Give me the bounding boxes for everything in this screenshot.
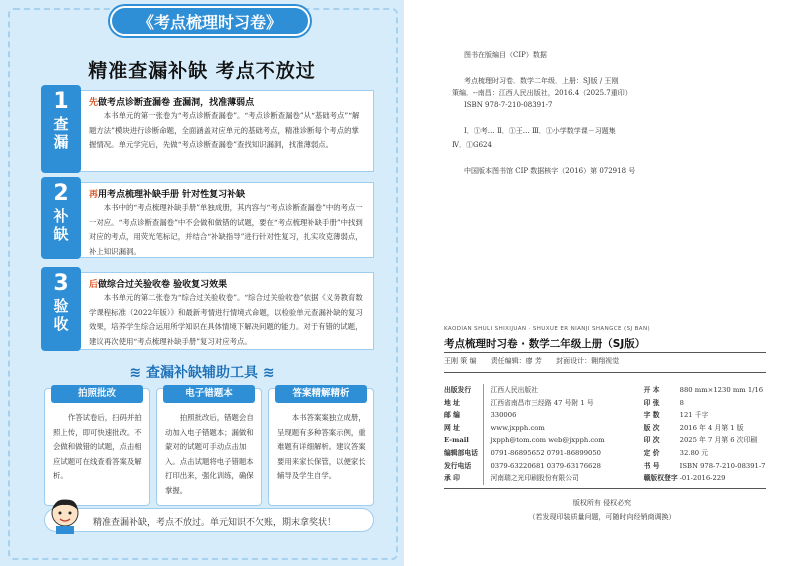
pub-field-value: 32.80 元 bbox=[679, 448, 709, 457]
pub-field-value: ISBN 978-7-210-08391-7 bbox=[679, 461, 766, 470]
pub-field-label: 赣版权登字 bbox=[643, 474, 678, 483]
step-char: 验 bbox=[53, 297, 69, 315]
step-number: 1 bbox=[53, 89, 69, 114]
step-badge-3 bbox=[41, 267, 81, 351]
book-title-pinyin: KAODIAN SHULI SHIXIJUAN · SHUXUE ER NIANJI SHANGCE (SJ BAN) bbox=[444, 326, 651, 332]
pub-field-value: 121 千字 bbox=[679, 411, 709, 420]
step-heading: 再用考点梳理补缺手册 针对性复习补缺 bbox=[89, 190, 246, 200]
pub-field-label: 地 址 bbox=[444, 398, 460, 407]
cip-classification: Ⅳ．①G624 bbox=[452, 141, 492, 149]
credit-cover-design: 封面设计：翱翔视觉 bbox=[556, 357, 620, 365]
copyright-notice: 版权所有 侵权必究 bbox=[572, 499, 632, 507]
cip-record-number: 中国版本图书馆 CIP 数据核字（2016）第 072918 号 bbox=[464, 167, 636, 175]
pub-field-label: 编辑部电话 bbox=[444, 448, 478, 457]
pub-field-label: 出版发行 bbox=[444, 386, 472, 394]
pub-field-label: 开 本 bbox=[643, 386, 660, 394]
pub-field-value: -01-2016-229 bbox=[679, 474, 726, 483]
step-char: 缺 bbox=[53, 225, 69, 243]
step-card-2 bbox=[42, 182, 374, 258]
divider bbox=[444, 488, 766, 489]
tool-card-error-notebook bbox=[156, 388, 262, 506]
series-banner: 《考点梳理时习卷》 bbox=[110, 6, 310, 36]
tool-title: 拍照批改 bbox=[51, 385, 143, 403]
mascot-boy-icon bbox=[48, 496, 82, 534]
publication-row bbox=[444, 460, 766, 473]
step-card-1 bbox=[42, 90, 374, 172]
publication-row bbox=[444, 397, 766, 410]
credit-editor: 王刚 策 编 bbox=[444, 357, 477, 365]
pub-field-value: 330006 bbox=[484, 409, 644, 422]
publication-row bbox=[444, 422, 766, 435]
step-body: 本书单元的第一张卷为“考点诊断查漏卷”。“考点诊断查漏卷”从“基础考点”“解题方法”模块进行诊断命题，全面涵盖对应单元的基础考点，精准诊断每个考点的掌握情况。单元学完后，先做“考点诊断查漏卷”查找知识漏洞，找准薄弱点。 bbox=[89, 111, 360, 149]
step-char: 收 bbox=[53, 315, 69, 333]
step-number: 2 bbox=[53, 181, 69, 206]
quality-notice: （若发现印装质量问题，可随时向经销商调换） bbox=[528, 513, 676, 521]
cip-heading: 图书在版编目（CIP）数据 bbox=[464, 51, 547, 59]
footer-slogan: 精准查漏补缺，考点不放过。单元知识不欠账，期末拿奖状！ bbox=[93, 518, 337, 528]
pub-field-label: 字 数 bbox=[643, 411, 660, 420]
step-heading: 后做综合过关验收卷 验收复习效果 bbox=[89, 280, 228, 290]
cip-classification: Ⅰ．①考… Ⅱ．①王… Ⅲ．①小学数学课－习题集 bbox=[464, 127, 616, 135]
step-body: 本书中的“考点梳理补缺手册”单独成册，其内容与“考点诊断查漏卷”中的考点一一对应。“考点诊断查漏卷”中不会做和做错的试题，要在“考点梳理补缺手册”中找到对应的考点，用荧光笔标记，并结合“补缺指导”进行针对性复习，扎实攻克薄弱点，补上知识漏洞。 bbox=[89, 203, 363, 256]
pub-field-label: 书 号 bbox=[643, 461, 660, 470]
pub-field-label: 网 址 bbox=[444, 423, 460, 432]
right-page bbox=[404, 0, 800, 566]
pub-field-value: jxpph@tom.com web@jxpph.com bbox=[484, 434, 644, 447]
book-title: 考点梳理时习卷 · 数学二年级上册（SJ版） bbox=[444, 338, 646, 350]
pub-field-value: 8 bbox=[679, 398, 684, 407]
pub-field-label: 邮 编 bbox=[444, 411, 460, 420]
publication-row bbox=[444, 384, 766, 397]
pub-field-value: 2016 年 4 月第 1 版 bbox=[679, 423, 744, 432]
pub-field-value: 河南瑞之光印刷股份有限公司 bbox=[484, 472, 644, 485]
tool-body: 拍照批改后，错题会自动加入电子错题本；漏做和蒙对的试题可手动点击加入。点击试题将电子错题本打印出来，强化训练，确保掌握。 bbox=[165, 413, 254, 495]
pub-field-value: www.jxpph.com bbox=[484, 422, 644, 435]
publication-row bbox=[444, 447, 766, 460]
step-char: 查 bbox=[53, 115, 69, 133]
step-heading: 先做考点诊断查漏卷 查漏洞，找准薄弱点 bbox=[89, 98, 255, 108]
publication-info-table bbox=[444, 384, 766, 485]
cip-line: 考点梳理时习卷．数学二年级．上册：SJ版 / 王刚 bbox=[464, 77, 619, 85]
divider bbox=[444, 372, 766, 373]
pub-field-label: 印 张 bbox=[643, 398, 660, 407]
step-card-3 bbox=[42, 272, 374, 350]
pub-field-value: 2025 年 7 月第 6 次印刷 bbox=[679, 436, 758, 445]
pub-field-label: 版 次 bbox=[643, 423, 660, 432]
footer-slogan-strip bbox=[44, 508, 374, 532]
tool-body: 本书答案案独立成册，呈现题有多种答案示例，重难题有详细解析。建议答案要用来家长保管，以便家长辅导及学生自学。 bbox=[277, 413, 366, 480]
divider bbox=[444, 352, 766, 353]
main-title: 精准查漏补缺 考点不放过 bbox=[88, 60, 316, 82]
tool-title: 电子错题本 bbox=[163, 385, 255, 403]
tool-body: 作答试卷后，扫码并拍照上传，即可快速批改。不会做和做错的试题，点击相应试题可在线查看答案及解析。 bbox=[53, 413, 142, 480]
pub-field-label: 定 价 bbox=[643, 448, 660, 457]
pub-field-value: 880 mm×1230 mm 1/16 bbox=[679, 386, 764, 394]
tool-title: 答案精解精析 bbox=[275, 385, 367, 403]
pub-field-value: 江西人民出版社 bbox=[484, 384, 644, 397]
tools-title: ≋ 查漏补缺辅助工具 ≋ bbox=[129, 365, 275, 381]
tool-card-answer-analysis bbox=[268, 388, 374, 506]
pub-field-label: 承 印 bbox=[444, 474, 460, 483]
step-char: 漏 bbox=[53, 133, 69, 151]
pub-field-value: 0791-86895652 0791-86899050 bbox=[484, 447, 644, 460]
publication-row bbox=[444, 409, 766, 422]
cip-line: 策编．--南昌：江西人民出版社，2016.4（2025.7重印） bbox=[452, 89, 632, 97]
pub-field-value: 0379-63220681 0379-63176628 bbox=[484, 460, 644, 473]
step-badge-2 bbox=[41, 177, 81, 259]
pub-field-label: 印 次 bbox=[643, 436, 660, 445]
cip-isbn: ISBN 978-7-210-08391-7 bbox=[464, 101, 553, 109]
publication-row bbox=[444, 434, 766, 447]
credit-responsible-editor: 责任编辑：廖 芳 bbox=[490, 357, 542, 365]
credits bbox=[444, 356, 631, 366]
step-number: 3 bbox=[53, 271, 69, 296]
publication-row bbox=[444, 472, 766, 485]
pub-field-label: 发行电话 bbox=[444, 461, 472, 470]
step-badge-1 bbox=[41, 85, 81, 173]
tool-card-photo-grading bbox=[44, 388, 150, 506]
pub-field-label: E-mail bbox=[444, 436, 469, 445]
step-body: 本书单元的第二张卷为“综合过关验收卷”。“综合过关验收卷”依据《义务教育数学课程标准（2022年版）》和最新考情进行情境式命题，以检验单元查漏补缺的复习效果，培养学生综合运用所学知识在具体情境下解决问题的能力。对于有错的试题，建议再次使用“考点梳理补缺手册”复习对应考点。 bbox=[89, 293, 363, 346]
pub-field-value: 江西省南昌市三经路 47 号附 1 号 bbox=[484, 397, 644, 410]
step-char: 补 bbox=[53, 207, 69, 225]
